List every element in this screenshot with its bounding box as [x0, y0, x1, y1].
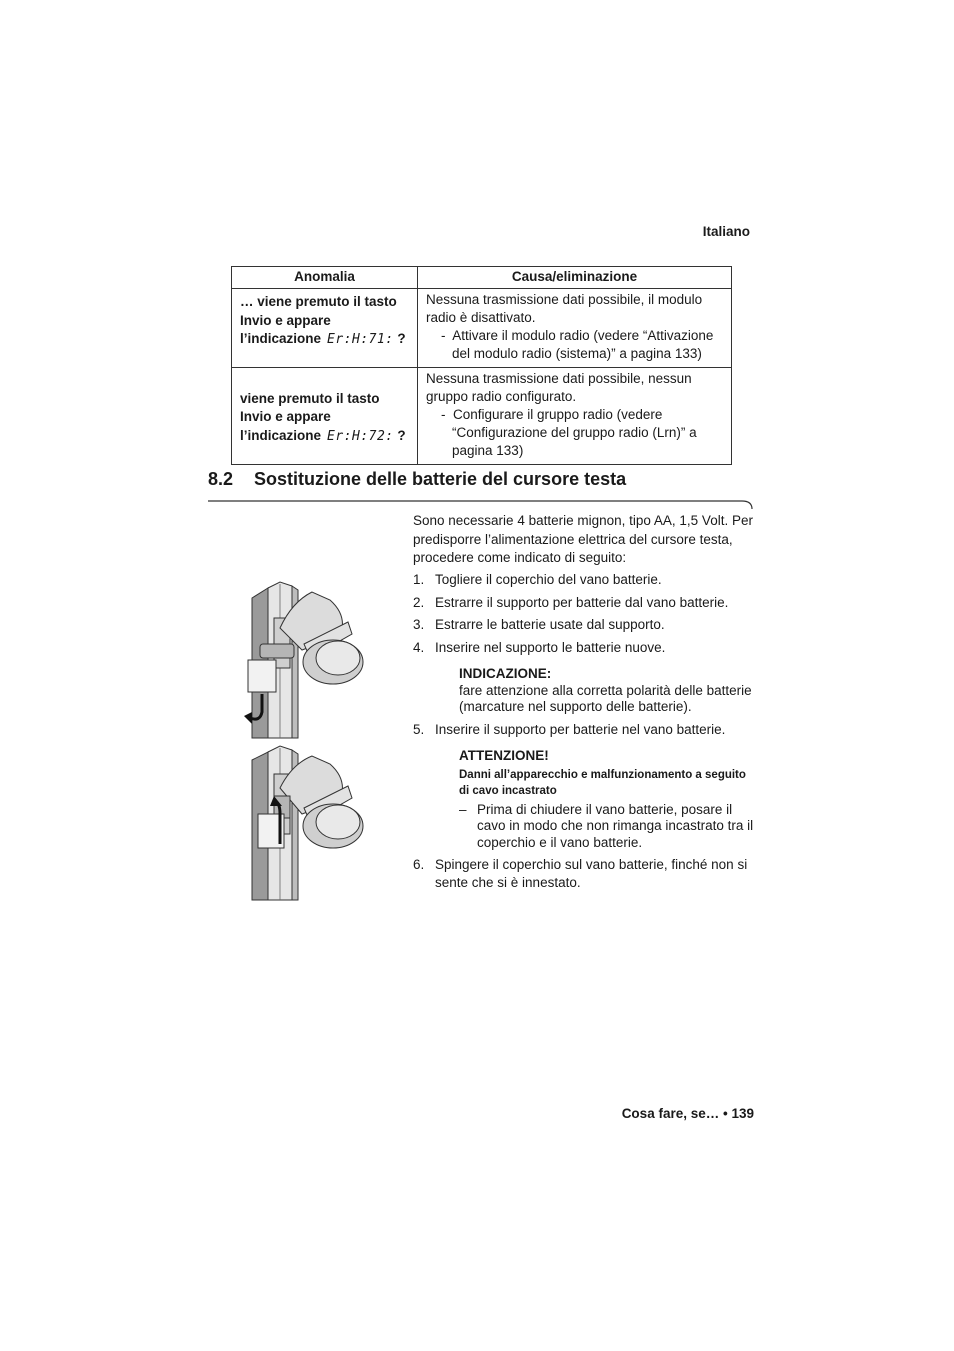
dash-bullet: –	[459, 801, 467, 817]
warning-box	[459, 748, 759, 851]
note-text: fare attenzione alla corretta polarità delle batterie (marcature nel supporto delle batterie).	[459, 682, 752, 714]
table-header-row	[232, 267, 732, 289]
remedy-text: Configurare il gruppo radio (vedere “Configurazione del gruppo radio (Lrn)” a pagina 133)	[452, 407, 697, 458]
remedy-text: Attivare il modulo radio (vedere “Attivazione del modulo radio (sistema)” a pagina 133)	[452, 328, 714, 361]
troubleshooting-table	[231, 266, 732, 465]
battery-holder-removal-illustration	[240, 578, 370, 740]
step-text: Estrarre il supporto per batterie dal vano batterie.	[435, 595, 729, 610]
language-label: Italiano	[702, 224, 750, 239]
step-text: Inserire il supporto per batterie nel vano batterie.	[435, 722, 726, 737]
table-row	[232, 368, 732, 465]
cause-text: Nessuna trasmissione dati possibile, il modulo radio è disattivato.	[426, 292, 703, 325]
section-heading	[208, 469, 626, 490]
column-header-cause: Causa/eliminazione	[418, 267, 732, 289]
section-number: 8.2	[208, 469, 234, 489]
intro-paragraph: Sono necessarie 4 batterie mignon, tipo AA, 1,5 Volt. Per predisporre l’alimentazione elettrica del cursore testa, procedere come indicato di seguito:	[413, 513, 753, 565]
note-title: INDICAZIONE:	[459, 666, 552, 681]
page-footer: Cosa fare, se… • 139	[621, 1106, 754, 1121]
step-text: Inserire nel supporto le batterie nuove.	[435, 640, 666, 655]
step-number: 6.	[413, 857, 425, 872]
steps-list	[413, 571, 758, 661]
warning-title: ATTENZIONE!	[459, 748, 549, 763]
anomaly-cell	[232, 368, 418, 465]
warning-item	[459, 802, 759, 852]
steps-list	[413, 721, 758, 739]
error-code-display: Er:H:71:	[327, 332, 394, 347]
list-item	[413, 856, 758, 892]
step-number: 1.	[413, 572, 425, 587]
step-text: Togliere il coperchio del vano batterie.	[435, 572, 662, 587]
error-code-display: Er:H:72:	[327, 428, 394, 444]
section-title: Sostituzione delle batterie del cursore testa	[254, 469, 627, 489]
list-item	[413, 639, 758, 661]
remedy-item: - Configurare il gruppo radio (vedere “Configurazione del gruppo radio (Lrn)” a pagina 133)	[441, 407, 697, 458]
cause-cell	[418, 289, 732, 368]
list-item	[413, 616, 758, 639]
step-number: 2.	[413, 595, 425, 610]
anomaly-line: Invio e appare	[240, 312, 331, 328]
list-item	[413, 721, 758, 739]
anomaly-line: Invio e appare	[240, 409, 331, 425]
cause-text: Nessuna trasmissione dati possibile, nessun gruppo radio configurato.	[426, 371, 692, 404]
step-number: 3.	[413, 617, 425, 632]
anomaly-text: l’indicazione	[240, 331, 322, 346]
warning-item-text: Prima di chiudere il vano batterie, posare il cavo in modo che non rimanga incastrato tra il coperchio e il vano batterie.	[477, 801, 754, 850]
warning-subtitle: Danni all’apparecchio e malfunzionamento a seguito di cavo incastrato	[459, 768, 746, 797]
step-text: Spingere il coperchio sul vano batterie, finché non si sente che si è innestato.	[435, 857, 748, 890]
note-box	[459, 666, 759, 716]
anomaly-cell	[232, 289, 418, 368]
steps-list	[413, 856, 758, 892]
remedy-item: - Attivare il modulo radio (vedere “Attivazione del modulo radio (sistema)” a pagina 133)	[441, 328, 714, 361]
question-mark: ?	[397, 331, 406, 346]
question-mark: ?	[397, 427, 406, 443]
column-header-anomaly: Anomalia	[232, 267, 418, 289]
step-number: 4.	[413, 640, 425, 655]
anomaly-line: viene premuto il tasto	[240, 390, 380, 406]
list-item	[413, 571, 758, 594]
cause-cell	[418, 368, 732, 465]
battery-holder-insertion-illustration	[240, 744, 370, 904]
anomaly-line	[240, 330, 413, 350]
section-rule	[206, 495, 754, 511]
step-text: Estrarre le batterie usate dal supporto.	[435, 617, 665, 632]
table-row	[232, 289, 732, 368]
list-item	[413, 594, 758, 616]
anomaly-line: … viene premuto il tasto	[240, 294, 397, 309]
anomaly-text: l’indicazione	[240, 427, 322, 443]
step-number: 5.	[413, 722, 425, 737]
anomaly-line	[240, 427, 413, 447]
